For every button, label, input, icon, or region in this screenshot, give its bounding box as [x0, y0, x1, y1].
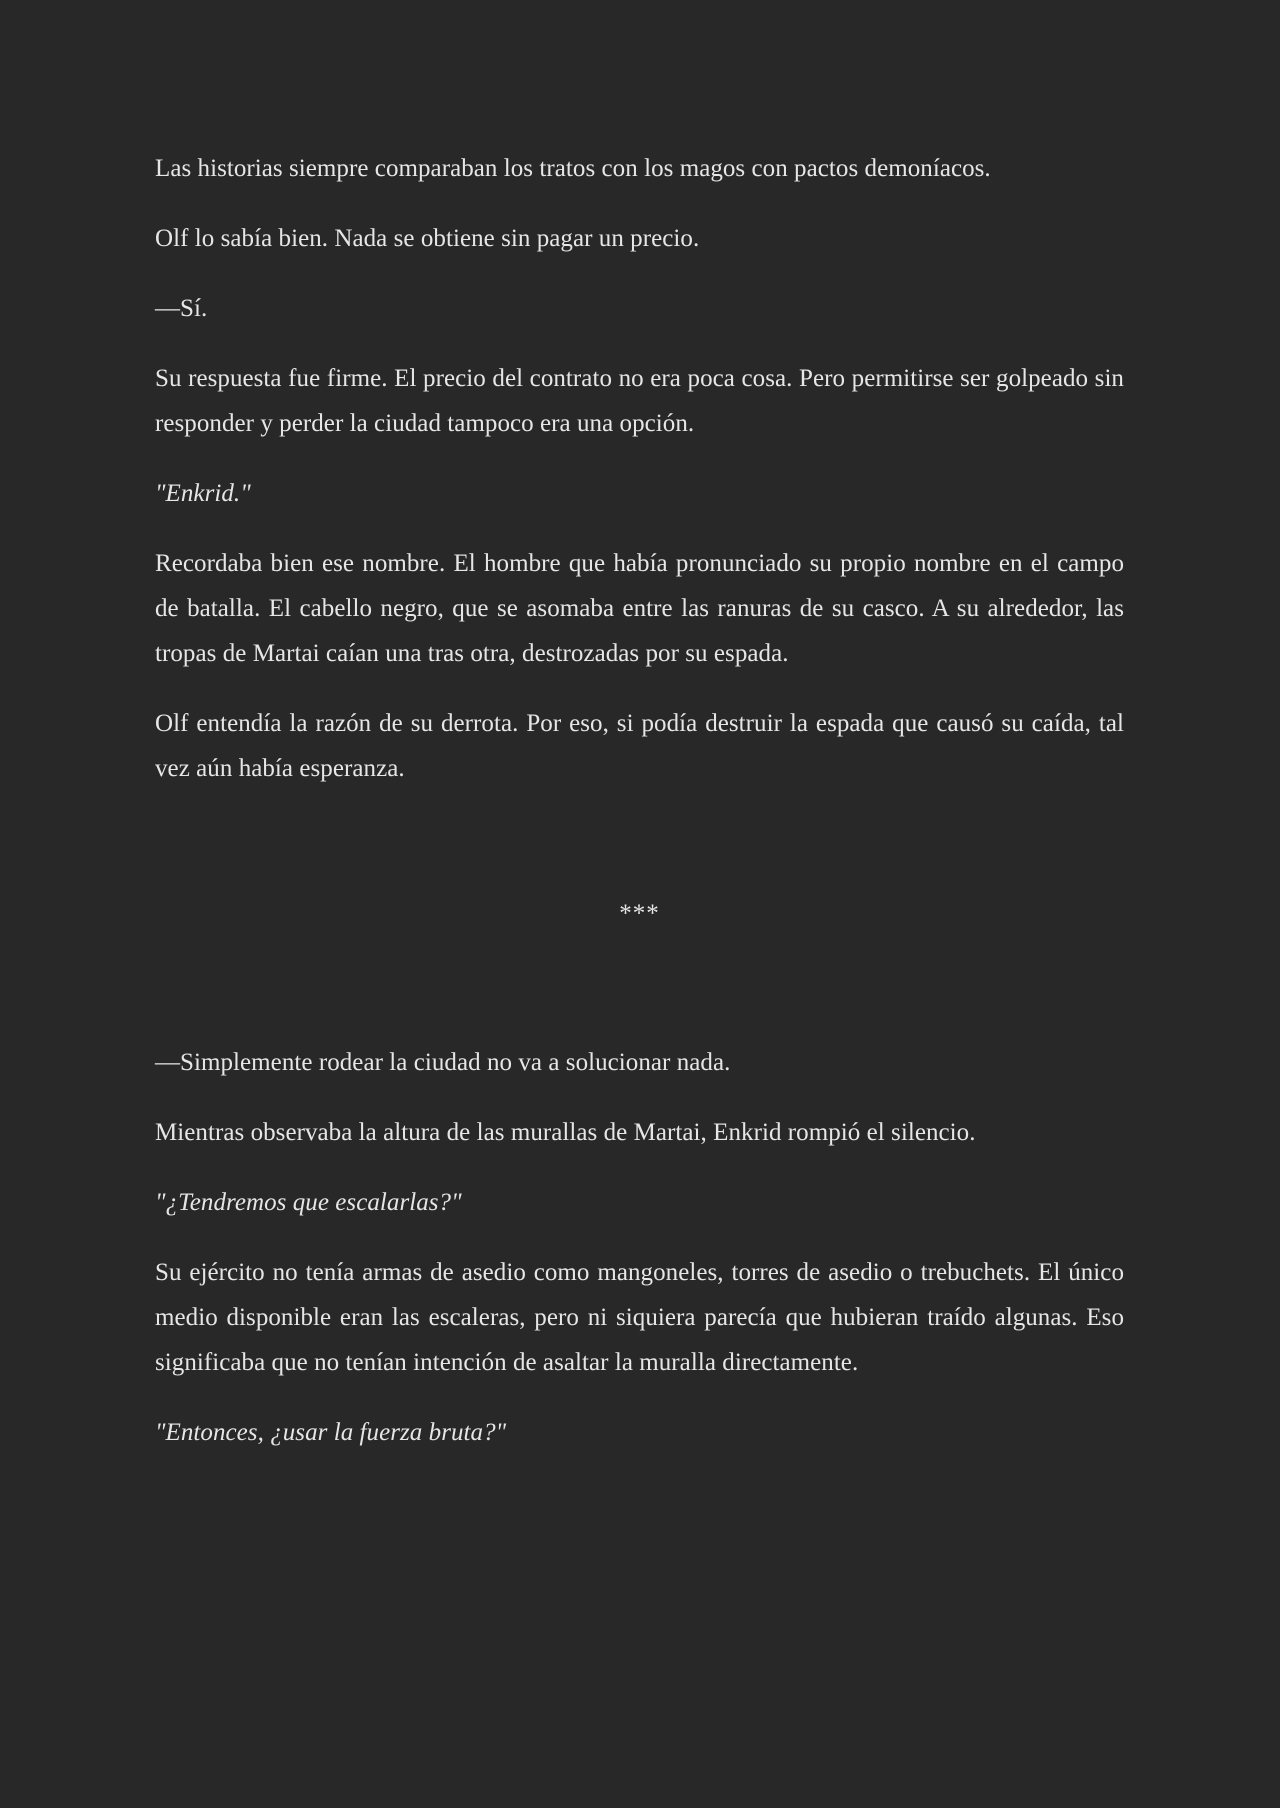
paragraph: Mientras observaba la altura de las murallas de Martai, Enkrid rompió el silencio.: [155, 1119, 976, 1146]
paragraph: Olf entendía la razón de su derrota. Por eso, si podía destruir la espada que causó su caída, tal vez aún había esperanza.: [155, 710, 1124, 782]
paragraph: —Simplemente rodear la ciudad no va a solucionar nada.: [155, 1049, 731, 1076]
paragraph: Las historias siempre comparaban los tratos con los magos con pactos demoníacos.: [155, 155, 991, 182]
section-2: [155, 1040, 1124, 1455]
paragraph: Olf lo sabía bien. Nada se obtiene sin pagar un precio.: [155, 225, 700, 252]
paragraph: Su respuesta fue firme. El precio del contrato no era poca cosa. Pero permitirse ser golpeado sin responder y perder la ciudad tampoco era una opción.: [155, 365, 1124, 437]
paragraph: Recordaba bien ese nombre. El hombre que había pronunciado su propio nombre en el campo de batalla. El cabello negro, que se asomaba entre las ranuras de su casco. A su alrededor, las tropas de Martai caían una tras otra, destrozadas por su espada.: [155, 550, 1124, 667]
paragraph-thought: "¿Tendremos que escalarlas?": [155, 1189, 462, 1216]
scene-separator: ***: [619, 900, 660, 927]
paragraph-thought: "Entonces, ¿usar la fuerza bruta?": [155, 1419, 507, 1446]
paragraph: Su ejército no tenía armas de asedio como mangoneles, torres de asedio o trebuchets. El único medio disponible eran las escaleras, pero ni siquiera parecía que hubieran traído algunas. Eso significaba que no tenían intención de asaltar la muralla directamente.: [155, 1259, 1124, 1376]
paragraph-thought: "Enkrid.": [155, 480, 251, 507]
section-1: [155, 146, 1124, 791]
paragraph: —Sí.: [155, 295, 208, 322]
